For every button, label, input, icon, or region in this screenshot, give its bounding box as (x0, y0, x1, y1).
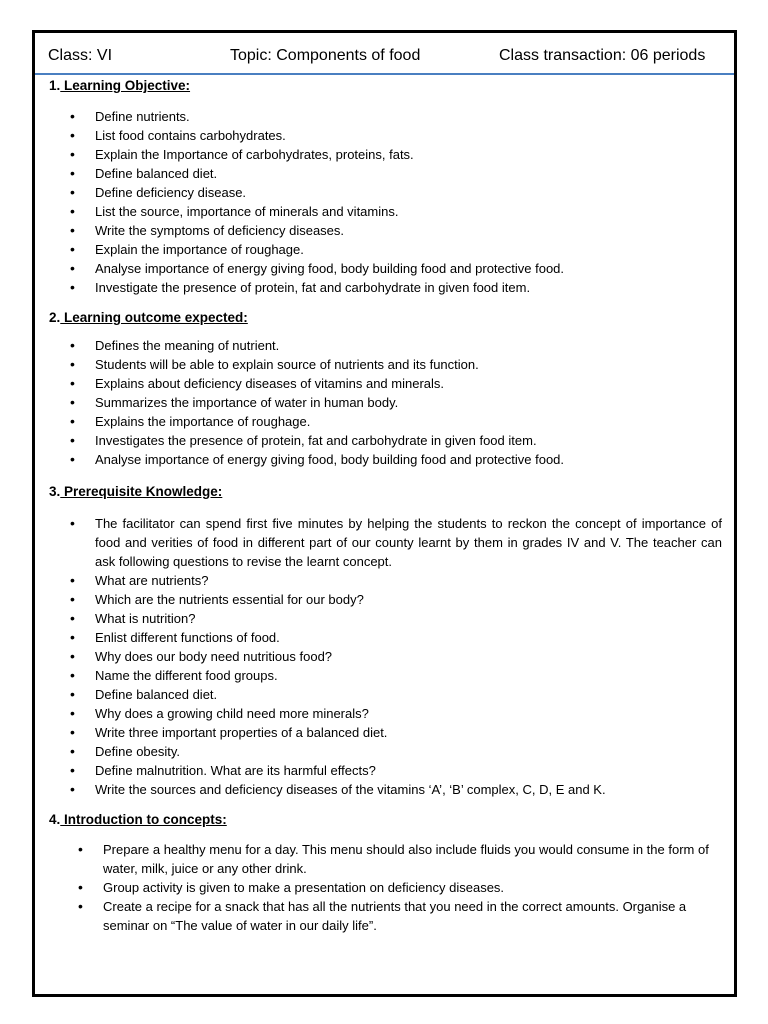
document-header (35, 33, 734, 75)
section-prerequisite-heading (49, 484, 222, 499)
list-item: • Why does a growing child need more minerals? (70, 704, 722, 723)
list-item: • Write the sources and deficiency diseases of the vitamins ‘A’, ‘B’ complex, C, D, E and K. (70, 780, 722, 799)
list-item: • Group activity is given to make a presentation on deficiency diseases. (78, 878, 718, 897)
section-number: 1. (49, 78, 61, 93)
document-frame (32, 30, 737, 997)
list-item: • Explain the importance of roughage. (70, 240, 720, 259)
list-item: • Analyse importance of energy giving food, body building food and protective food. (70, 450, 720, 469)
topic-label: Topic: Components of food (230, 47, 421, 64)
list-item: • Which are the nutrients essential for our body? (70, 590, 722, 609)
list-item: • Enlist different functions of food. (70, 628, 722, 647)
list-item: • List the source, importance of minerals and vitamins. (70, 202, 720, 221)
prerequisite-list (70, 514, 722, 799)
list-item: • Write three important properties of a balanced diet. (70, 723, 722, 742)
list-item: • Summarizes the importance of water in human body. (70, 393, 720, 412)
list-item: • Analyse importance of energy giving food, body building food and protective food. (70, 259, 720, 278)
header-divider (35, 73, 734, 75)
learning-outcome-list (70, 336, 720, 469)
section-title: Learning Objective: (60, 78, 191, 93)
list-item: • List food contains carbohydrates. (70, 126, 720, 145)
list-item: • Defines the meaning of nutrient. (70, 336, 720, 355)
introduction-list (78, 840, 718, 935)
list-item: • Define obesity. (70, 742, 722, 761)
list-item: • What is nutrition? (70, 609, 722, 628)
list-item: • Explains the importance of roughage. (70, 412, 720, 431)
list-item: • Write the symptoms of deficiency diseases. (70, 221, 720, 240)
list-item: • What are nutrients? (70, 571, 722, 590)
list-item: • Explains about deficiency diseases of vitamins and minerals. (70, 374, 720, 393)
class-transaction-label: Class transaction: 06 periods (499, 47, 706, 64)
list-item: • Create a recipe for a snack that has all the nutrients that you need in the correct amounts. Organise a seminar on “The value of water in our daily life”. (78, 897, 718, 935)
learning-objective-list (70, 107, 720, 297)
list-item: • Define balanced diet. (70, 164, 720, 183)
list-item: • Name the different food groups. (70, 666, 722, 685)
section-title: Prerequisite Knowledge: (60, 484, 223, 499)
list-item: • Students will be able to explain source of nutrients and its function. (70, 355, 720, 374)
class-label: Class: VI (48, 47, 113, 64)
list-item: • Define malnutrition. What are its harmful effects? (70, 761, 722, 780)
section-learning-outcome-heading (49, 310, 248, 325)
list-item: • Define nutrients. (70, 107, 720, 126)
list-item: • Investigate the presence of protein, fat and carbohydrate in given food item. (70, 278, 720, 297)
list-item: • Investigates the presence of protein, fat and carbohydrate in given food item. (70, 431, 720, 450)
section-title: Learning outcome expected: (60, 310, 248, 325)
section-number: 3. (49, 484, 61, 499)
list-item: • Prepare a healthy menu for a day. This menu should also include fluids you would consume in the form of water, milk, juice or any other drink. (78, 840, 718, 878)
list-item: • Why does our body need nutritious food? (70, 647, 722, 666)
list-item: • The facilitator can spend first five minutes by helping the students to reckon the concept of importance of food and verities of food in different part of our county learnt by them in grades IV and V. The teacher can ask following questions to revise the learnt concept. (70, 514, 722, 571)
section-number: 2. (49, 310, 61, 325)
section-number: 4. (49, 812, 61, 827)
section-introduction-heading (49, 812, 227, 827)
list-item: • Define balanced diet. (70, 685, 722, 704)
list-item: • Define deficiency disease. (70, 183, 720, 202)
section-learning-objective-heading (49, 78, 190, 93)
list-item: • Explain the Importance of carbohydrates, proteins, fats. (70, 145, 720, 164)
section-title: Introduction to concepts: (60, 812, 227, 827)
